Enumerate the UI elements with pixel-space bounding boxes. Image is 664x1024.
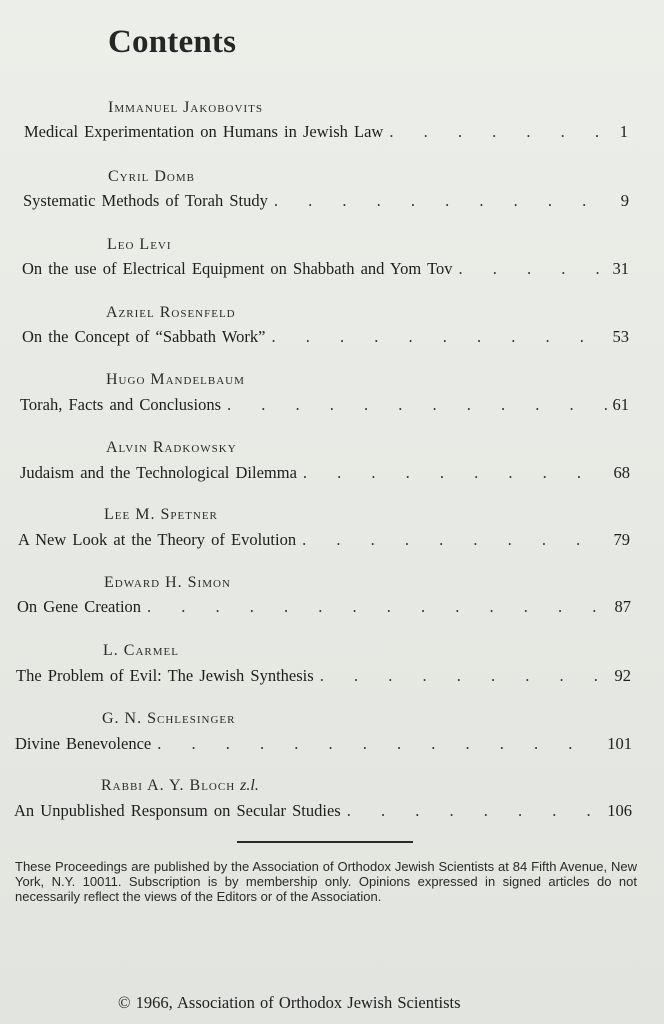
entry-page-number: 106 xyxy=(607,801,632,820)
entry-line[interactable] xyxy=(16,666,631,686)
entry-page-number: 61 xyxy=(612,395,629,414)
entry-author: Azriel Rosenfeld xyxy=(106,304,236,321)
dot-leader xyxy=(459,259,609,279)
entry-title: Torah, Facts and Conclusions xyxy=(20,395,221,414)
dot-leader xyxy=(274,191,617,211)
entry-title: Judaism and the Technological Dilemma xyxy=(20,463,297,482)
publication-notice: These Proceedings are published by the Association of Orthodox Jewish Scientists at 84 Fifth Avenue, New York, N.Y. 10011. Subscription is by membership only. Opinions expressed in signed articles do not necessarily reflect the views of the Editors or of the Association. xyxy=(15,859,637,904)
entry-author: Alvin Radkowsky xyxy=(106,439,237,456)
entry-author: Cyril Domb xyxy=(108,168,195,185)
entry-page-number: 31 xyxy=(612,259,629,278)
entry-page-number: 101 xyxy=(607,734,632,753)
entry-line[interactable] xyxy=(22,327,629,347)
entry-page-number: 1 xyxy=(619,122,628,141)
entry-author: Edward H. Simon xyxy=(104,574,231,591)
dot-leader xyxy=(147,597,610,617)
page-title: Contents xyxy=(108,24,237,60)
entry-author: Leo Levi xyxy=(107,236,172,253)
entry-line[interactable] xyxy=(24,122,628,142)
entry-line[interactable] xyxy=(22,259,629,279)
entry-line[interactable] xyxy=(18,530,630,550)
entry-title: The Problem of Evil: The Jewish Synthesis xyxy=(16,666,314,685)
entry-title: Medical Experimentation on Humans in Jewish Law xyxy=(24,122,384,141)
entry-title: An Unpublished Responsum on Secular Studies xyxy=(14,801,341,820)
entry-author: G. N. Schlesinger xyxy=(102,710,236,727)
copyright-line: © 1966, Association of Orthodox Jewish Scientists xyxy=(118,993,461,1012)
entry-author: L. Carmel xyxy=(103,642,179,659)
entry-line[interactable] xyxy=(20,395,629,415)
dot-leader xyxy=(157,734,603,754)
entry-line[interactable] xyxy=(17,597,631,617)
entry-line[interactable] xyxy=(20,463,630,483)
entry-page-number: 9 xyxy=(620,191,629,210)
entry-title: On the use of Electrical Equipment on Shabbath and Yom Tov xyxy=(22,259,453,278)
entry-line[interactable] xyxy=(23,191,629,211)
entry-line[interactable] xyxy=(15,734,632,754)
entry-title: A New Look at the Theory of Evolution xyxy=(18,530,297,549)
entry-author-suffix: z.l. xyxy=(240,777,259,794)
dot-leader xyxy=(303,463,610,483)
entry-page-number: 87 xyxy=(614,597,631,616)
entry-author: Hugo Mandelbaum xyxy=(106,371,245,388)
entry-page-number: 79 xyxy=(613,530,630,549)
entry-title: On the Concept of “Sabbath Work” xyxy=(22,327,266,346)
entry-page-number: 92 xyxy=(614,666,631,685)
entry-title: Systematic Methods of Torah Study xyxy=(23,191,268,210)
dot-leader xyxy=(320,666,611,686)
entry-title: Divine Benevolence xyxy=(15,734,152,753)
dot-leader xyxy=(227,395,609,415)
entry-author: Immanuel Jakobovits xyxy=(108,99,263,116)
entry-title: On Gene Creation xyxy=(17,597,142,616)
entry-author: Lee M. Spetner xyxy=(104,506,218,523)
dot-leader xyxy=(271,327,608,347)
entry-author-name: Rabbi A. Y. Bloch xyxy=(101,777,236,794)
entry-page-number: 53 xyxy=(612,327,629,346)
dot-leader xyxy=(302,530,609,550)
dot-leader xyxy=(389,122,615,142)
entry-line[interactable] xyxy=(14,801,632,821)
entry-page-number: 68 xyxy=(613,463,630,482)
dot-leader xyxy=(347,801,604,821)
entry-author xyxy=(101,777,259,795)
divider-rule xyxy=(237,841,413,843)
